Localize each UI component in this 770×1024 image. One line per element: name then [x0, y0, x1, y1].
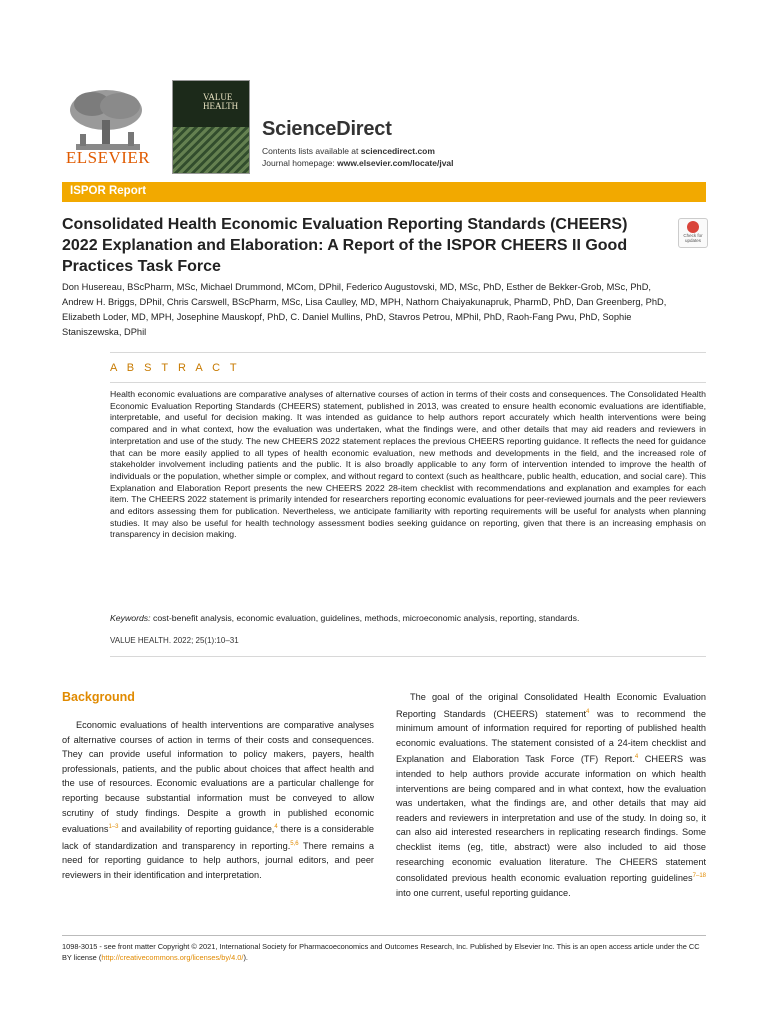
license-link[interactable]: http://creativecommons.org/licenses/by/4.0/ — [101, 953, 244, 962]
reference-link[interactable]: 4 — [274, 824, 278, 831]
abstract-heading: A B S T R A C T — [110, 362, 241, 374]
journal-cover-title: VALUE HEALTH — [203, 92, 239, 111]
sciencedirect-title[interactable]: ScienceDirect — [262, 118, 392, 140]
journal-citation: VALUE HEALTH. 2022; 25(1):10–31 — [110, 636, 239, 645]
abstract-top-rule — [110, 352, 706, 353]
journal-cover — [172, 80, 250, 174]
abstract-text: Health economic evaluations are comparative analyses of alternative courses of action in terms of their costs and consequences. The Consolidated Health Economic Evaluation Reporting Standards (CHEERS) statement, published in 2013, was created to ensure health economic evaluations are identifiable, interpretable, and useful for decision making. It was intended as guidance to help authors report accurately which health interventions were being compared and in what context, how the evaluation was undertaken, what the findings were, and other details that may aid readers and reviewers in interpretation and use of the study. The new CHEERS 2022 statement replaces the previous CHEERS reporting guidance. It reflects the need for guidance that can be more easily applied to all types of health economic evaluation, new methods and developments in the field, and the increased role of stakeholder involvement including patients and the public. It is also broadly applicable to any form of intervention intended to improve the health of individuals or the population, whether simple or complex, and without regard to context (such as healthcare, public health, education, and social care). This Explanation and Elaboration Report presents the new CHEERS 2022 28-item checklist with recommendations and explanation and examples for each item. The CHEERS 2022 statement is primarily intended for researchers reporting economic evaluations for peer-reviewed journals and the peer reviewers and editors assessing them for publication. Nevertheless, we anticipate familiarity with reporting requirements will be useful for analysts when planning studies. It may also be useful for health technology assessment bodies seeking guidance on reporting, given that there is an increasing emphasis on transparency in decision making. — [110, 389, 706, 540]
keywords — [110, 613, 706, 623]
section-banner — [62, 182, 706, 202]
homepage-line: Journal homepage: www.elsevier.com/locate/jval — [262, 158, 454, 168]
body-column-left: Economic evaluations of health interventions are comparative analyses of alternative courses of action in terms of their costs and consequences. They can provide useful information to policy makers, payers, health professionals, patients, and the public about choices that affect health and the use of resources. Economic evaluations are a particular challenge for reporting because substantial information must be conveyed to allow scrutiny of study findings. Despite a growth in published economic evaluations$^{1-3}$ and availability of reporting guidance,$^4$ there is a considerable lack of standardization and transparency in reporting.$^{5,6}$ There remains a need for reporting guidance to help authors, journal editors, and peer reviewers in their identification and interpretation. — [62, 720, 375, 881]
keywords-label: Keywords: — [110, 613, 151, 623]
journal-homepage-link[interactable]: www.elsevier.com/locate/jval — [337, 158, 454, 168]
keywords-list: cost-benefit analysis, economic evaluation, guidelines, methods, microeconomic analysis, reporting, standards. — [150, 613, 580, 623]
reference-link[interactable]: 4 — [634, 754, 639, 761]
publisher-name: ELSEVIER — [65, 148, 151, 167]
reference-link[interactable]: 4 — [586, 708, 590, 715]
reference-link[interactable]: 1–3 — [108, 824, 119, 831]
abstract-bottom-rule — [110, 656, 706, 657]
bookmark-icon — [687, 221, 699, 233]
footer-rule — [62, 935, 706, 936]
article-title: Consolidated Health Economic Evaluation Reporting Standards (CHEERS) 2022 Explanation and Elaboration: A Report of the ISPOR CHEERS II Good Practices Task Force — [62, 216, 628, 275]
reference-link[interactable]: 5,6 — [290, 840, 299, 847]
check-for-updates-button[interactable] — [678, 218, 708, 248]
check-updates-label: Check for updates — [683, 233, 703, 243]
reference-link[interactable]: 7–18 — [692, 873, 706, 880]
section-heading-background: Background — [62, 690, 135, 704]
contents-line: Contents lists available at sciencedirect.com — [262, 146, 435, 156]
copyright-footer: 1098-3015 - see front matter Copyright © 2021, International Society for Pharmacoeconomics and Outcomes Research, Inc. Published by Elsevier Inc. This is an open access article under the CC BY license (http://creativecommons.org/licenses/by/4.0/). — [62, 942, 700, 962]
sciencedirect-link[interactable]: sciencedirect.com — [360, 146, 435, 156]
body-column-right: The goal of the original Consolidated Health Economic Evaluation Reporting Standards (CHEERS) statement$^4$ was to recommend the minimum amount of information required for reporting of published health economic evaluations. The statement consisted of a 24-item checklist and Explanation and Elaboration Task Force (TF) Report.$^4$ CHEERS was intended to help authors provide accurate information on which health interventions are being compared and in what context, how the evaluation was undertaken, what the findings are, and other details that may aid readers and reviewers in interpretation and use of the study. In doing so, it can also aid interested researchers in replicating research findings. Some checklist items (eg, title, abstract) were also included to aid those researching economic evaluation literature. The CHEERS statement consolidated previous health economic evaluation reporting guidelines$^{7-18}$ into one current, useful reporting guidance. — [396, 692, 706, 898]
author-list: Don Husereau, BScPharm, MSc, Michael Drummond, MCom, DPhil, Federico Augustovski, MD, MSc, PhD, Esther de Bekker-Grob, MSc, PhD, Andrew H. Briggs, DPhil, Chris Carswell, BScPharm, MSc, Lisa Caulley, MD, MPH, Nathorn Chaiyakunapruk, PharmD, PhD, Dan Greenberg, PhD, Elizabeth Loder, MD, MPH, Josephine Mauskopf, PhD, C. Daniel Mullins, PhD, Stavros Petrou, MPhil, PhD, Raoh-Fang Pwu, PhD, Sophie Staniszewska, DPhil — [62, 282, 667, 337]
abstract-heading-rule — [110, 382, 706, 383]
banner-label: ISPOR Report — [70, 185, 147, 197]
